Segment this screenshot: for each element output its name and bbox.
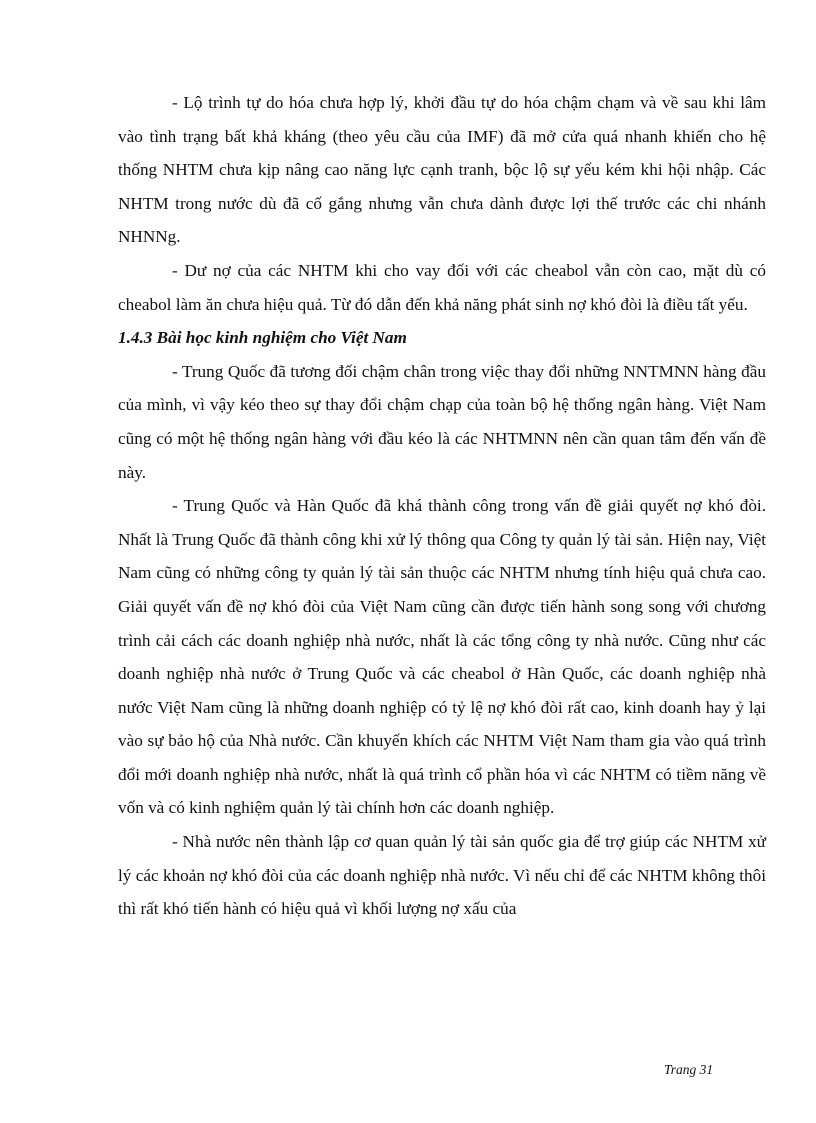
paragraph-liberalization-roadmap: - Lộ trình tự do hóa chưa hợp lý, khởi đầu tự do hóa chậm chạm và về sau khi lâm vào tình trạng bất khả kháng (theo yêu cầu của IMF) đã mở cửa quá nhanh khiến cho hệ thống NHTM chưa kịp nâng cao năng lực cạnh tranh, bộc lộ sự yếu kém khi hội nhập. Các NHTM trong nước dù đã cố gắng nhưng vẫn chưa dành được lợi thế trước các chi nhánh NHNNg. bbox=[118, 93, 766, 247]
document-body bbox=[118, 86, 766, 926]
paragraph-cheabol-loans: - Dư nợ của các NHTM khi cho vay đối với các cheabol vẫn còn cao, mặt dù có cheabol làm ăn chưa hiệu quả. Từ đó dẫn đến khả năng phát sinh nợ khó đòi là điều tất yếu. bbox=[118, 260, 766, 314]
section-heading: 1.4.3 Bài học kinh nghiệm cho Việt Nam bbox=[118, 328, 407, 348]
page-number: Trang 31 bbox=[664, 1062, 714, 1077]
paragraph-china-state-banks: - Trung Quốc đã tương đối chậm chân trong việc thay đổi những NNTMNN hàng đầu của mình, vì vậy kéo theo sự thay đổi chậm chạp của toàn bộ hệ thống ngân hàng. Việt Nam cũng có một hệ thống ngân hàng với đầu kéo là các NHTMNN nên cần quan tâm đến vấn đề này. bbox=[118, 361, 766, 482]
paragraph-national-asset-agency: - Nhà nước nên thành lập cơ quan quản lý tài sản quốc gia để trợ giúp các NHTM xử lý các khoản nợ khó đòi của các doanh nghiệp nhà nước. Vì nếu chỉ để các NHTM không thôi thì rất khó tiến hành có hiệu quả vì khối lượng nợ xấu của bbox=[118, 832, 766, 919]
paragraph-bad-debt-resolution: - Trung Quốc và Hàn Quốc đã khá thành công trong vấn đề giải quyết nợ khó đòi. Nhất là Trung Quốc đã thành công khi xử lý thông qua Công ty quản lý tài sản. Hiện nay, Việt Nam cũng có những công ty quản lý tài sản thuộc các NHTM nhưng tính hiệu quả chưa cao. Giải quyết vấn đề nợ khó đòi của Việt Nam cũng cần được tiến hành song song với chương trình cải cách các doanh nghiệp nhà nước, nhất là các tổng công ty nhà nước. Cũng như các doanh nghiệp nhà nước ở Trung Quốc và các cheabol ở Hàn Quốc, các doanh nghiệp nhà nước Việt Nam cũng là những doanh nghiệp có tỷ lệ nợ khó đòi rất cao, kinh doanh hay ỷ lại vào sự bảo hộ của Nhà nước. Cần khuyến khích các NHTM Việt Nam tham gia vào quá trình đổi mới doanh nghiệp nhà nước, nhất là quá trình cổ phần hóa vì các NHTM có tiềm năng về vốn và có kinh nghiệm quản lý tài chính hơn các doanh nghiệp. bbox=[118, 496, 766, 818]
